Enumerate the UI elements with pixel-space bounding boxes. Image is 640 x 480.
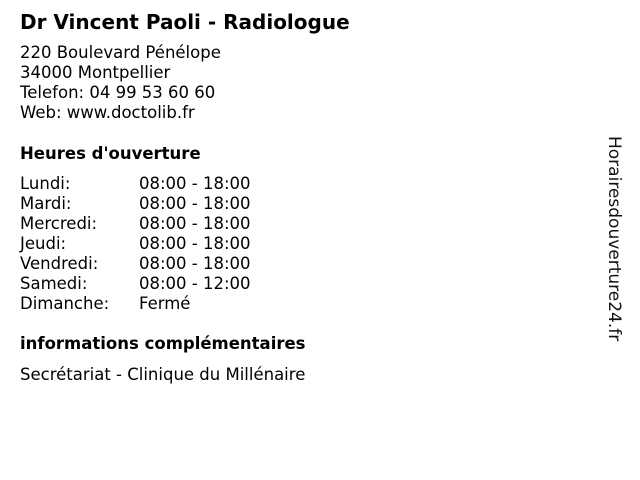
additional-info-heading: informations complémentaires [20, 334, 306, 353]
additional-info-text: Secrétariat - Clinique du Millénaire [20, 365, 306, 384]
phone-number: Telefon: 04 99 53 60 60 [20, 83, 216, 102]
hours-row-thursday [20, 234, 251, 254]
time-range: Fermé [139, 294, 191, 313]
day-label: Samedi: [20, 274, 88, 293]
hours-row-saturday [20, 274, 251, 294]
day-label: Dimanche: [20, 294, 110, 313]
address-street: 220 Boulevard Pénélope [20, 43, 221, 62]
day-label: Mercredi: [20, 214, 98, 233]
day-label: Vendredi: [20, 254, 99, 273]
time-range: 08:00 - 18:00 [139, 234, 251, 253]
day-label: Lundi: [20, 174, 71, 193]
hours-row-sunday [20, 294, 251, 314]
time-range: 08:00 - 18:00 [139, 174, 251, 193]
page-title: Dr Vincent Paoli - Radiologue [20, 10, 350, 34]
hours-row-tuesday [20, 194, 251, 214]
hours-row-monday [20, 174, 251, 194]
time-range: 08:00 - 18:00 [139, 194, 251, 213]
hours-row-friday [20, 254, 251, 274]
website: Web: www.doctolib.fr [20, 103, 195, 122]
hours-row-wednesday [20, 214, 251, 234]
opening-hours-table [20, 174, 251, 314]
time-range: 08:00 - 12:00 [139, 274, 251, 293]
address-block [20, 43, 221, 123]
time-range: 08:00 - 18:00 [139, 254, 251, 273]
day-label: Mardi: [20, 194, 72, 213]
opening-hours-heading: Heures d'ouverture [20, 144, 201, 163]
time-range: 08:00 - 18:00 [139, 214, 251, 233]
day-label: Jeudi: [20, 234, 67, 253]
address-city: 34000 Montpellier [20, 63, 171, 82]
watermark: Horairesdouverture24.fr [604, 136, 624, 342]
